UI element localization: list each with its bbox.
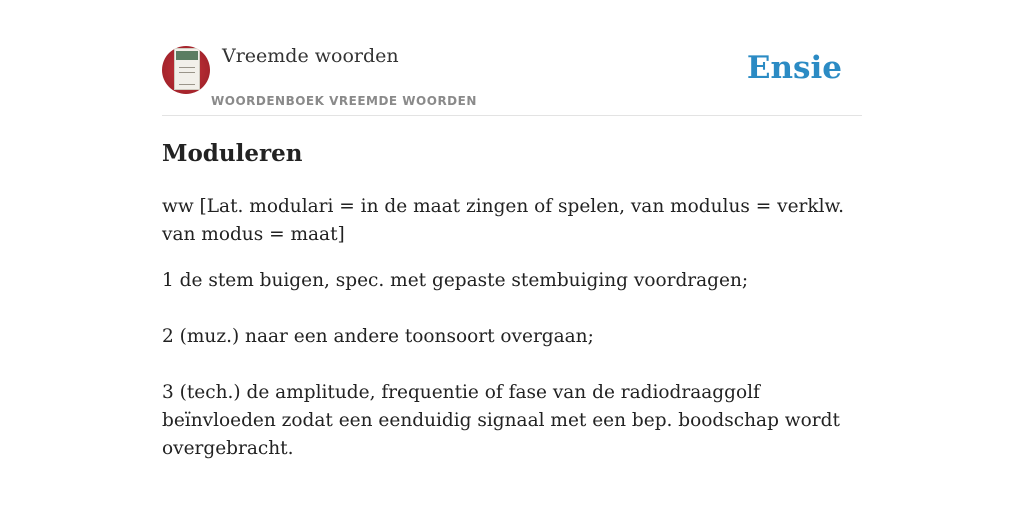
dictionary-subtitle: WOORDENBOEK VREEMDE WOORDEN [211,94,477,108]
entry-card [162,0,862,512]
definition-item: 1 de stem buigen, spec. met gepaste stembuiging voordragen; [162,270,749,291]
ensie-logo[interactable]: Ensie [746,50,842,86]
page-title: Moduleren [162,140,303,167]
definition-item: 2 (muz.) naar een andere toonsoort overgaan; [162,326,594,347]
definitions-list [162,267,862,491]
etymology-text: ww [Lat. modulari = in de maat zingen of spelen, van modulus = verklw. van modus = maat] [162,196,845,245]
book-cover-icon [174,48,200,90]
entry-header [162,0,862,116]
dictionary-title[interactable]: Vreemde woorden [222,45,399,67]
dictionary-avatar[interactable] [162,46,210,94]
definition-item: 3 (tech.) de amplitude, frequentie of fase van de radiodraaggolf beïnvloeden zodat een eenduidig signaal met een bep. boodschap wordt overgebracht. [162,382,840,459]
